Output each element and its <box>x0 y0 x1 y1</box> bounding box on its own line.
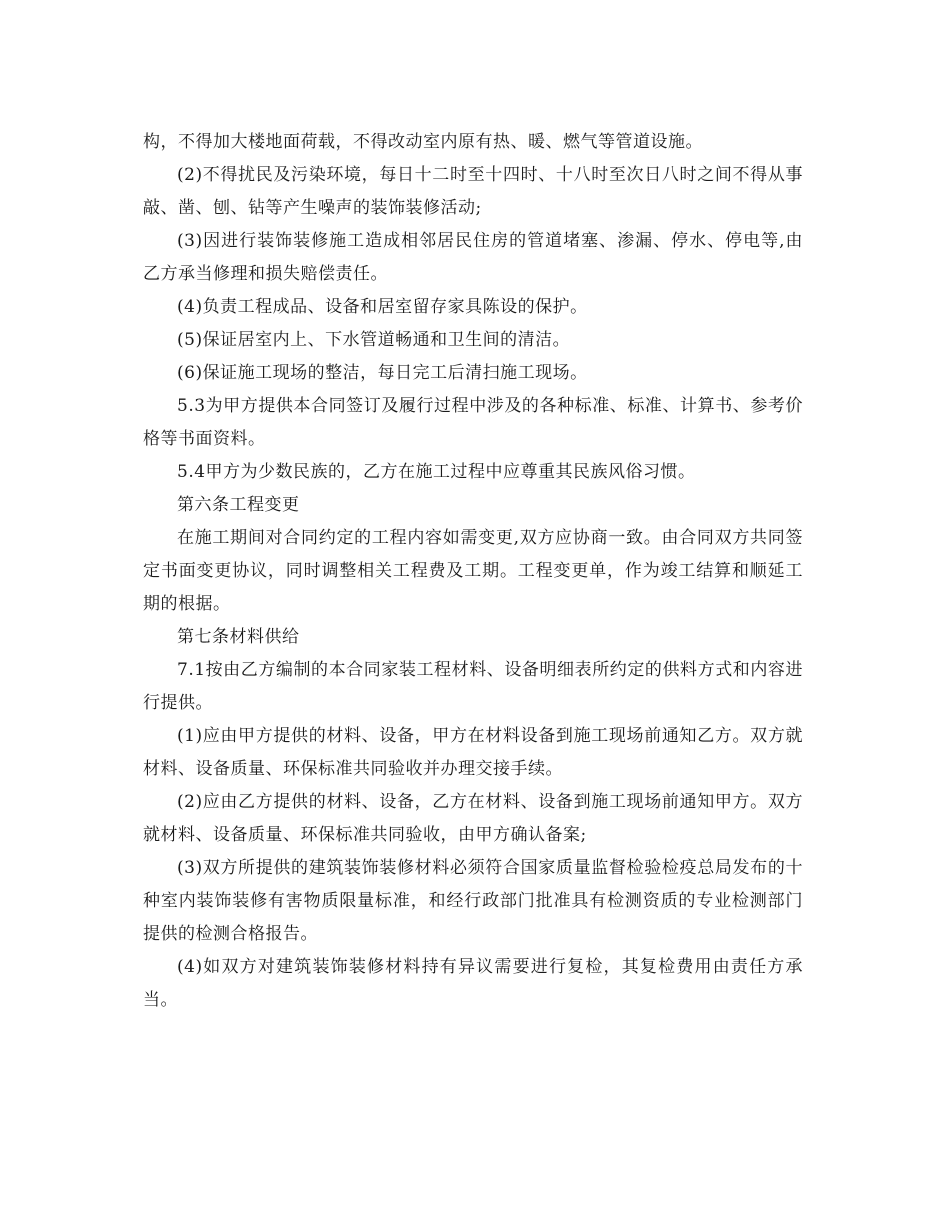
paragraph-item-3: (3)因进行装饰装修施工造成相邻居民住房的管道堵塞、渗漏、停水、停电等,由乙方承当修理和损失赔偿责任。 <box>143 231 803 284</box>
paragraph-clause-5-3: 5.3为甲方提供本合同签订及履行过程中涉及的各种标准、标准、计算书、参考价格等书面资料。 <box>143 396 803 449</box>
paragraph-item-4: (4)负责工程成品、设备和居室留存家具陈设的保护。 <box>177 297 588 317</box>
paragraph-7-1-item-2: (2)应由乙方提供的材料、设备，乙方在材料、设备到施工现场前通知甲方。双方就材料、设备质量、环保标准共同验收，由甲方确认备案; <box>143 792 803 845</box>
paragraph-clause-7-1: 7.1按由乙方编制的本合同家装工程材料、设备明细表所约定的供料方式和内容进行提供。 <box>143 660 803 713</box>
heading-article-7: 第七条材料供给 <box>177 627 300 647</box>
heading-article-6: 第六条工程变更 <box>177 495 300 515</box>
document-body <box>143 126 803 1017</box>
paragraph-item-5: (5)保证居室内上、下水管道畅通和卫生间的清洁。 <box>177 330 571 350</box>
paragraph-clause-5-4: 5.4甲方为少数民族的，乙方在施工过程中应尊重其民族风俗习惯。 <box>177 462 696 482</box>
paragraph-7-1-item-4: (4)如双方对建筑装饰装修材料持有异议需要进行复检，其复检费用由责任方承当。 <box>143 957 803 1010</box>
paragraph-7-1-item-3: (3)双方所提供的建筑装饰装修材料必须符合国家质量监督检验检疫总局发布的十种室内装饰装修有害物质限量标准，和经行政部门批准具有检测资质的专业检测部门提供的检测合格报告。 <box>143 858 803 944</box>
paragraph-continuation: 构，不得加大楼地面荷载，不得改动室内原有热、暖、燃气等管道设施。 <box>143 132 703 152</box>
paragraph-article-6-body: 在施工期间对合同约定的工程内容如需变更,双方应协商一致。由合同双方共同签定书面变更协议，同时调整相关工程费及工期。工程变更单，作为竣工结算和顺延工期的根据。 <box>143 528 803 614</box>
paragraph-item-2: (2)不得扰民及污染环境，每日十二时至十四时、十八时至次日八时之间不得从事敲、凿、刨、钻等产生噪声的装饰装修活动; <box>143 165 803 218</box>
paragraph-item-6: (6)保证施工现场的整洁，每日完工后清扫施工现场。 <box>177 363 588 383</box>
paragraph-7-1-item-1: (1)应由甲方提供的材料、设备，甲方在材料设备到施工现场前通知乙方。双方就材料、设备质量、环保标准共同验收并办理交接手续。 <box>143 726 803 779</box>
